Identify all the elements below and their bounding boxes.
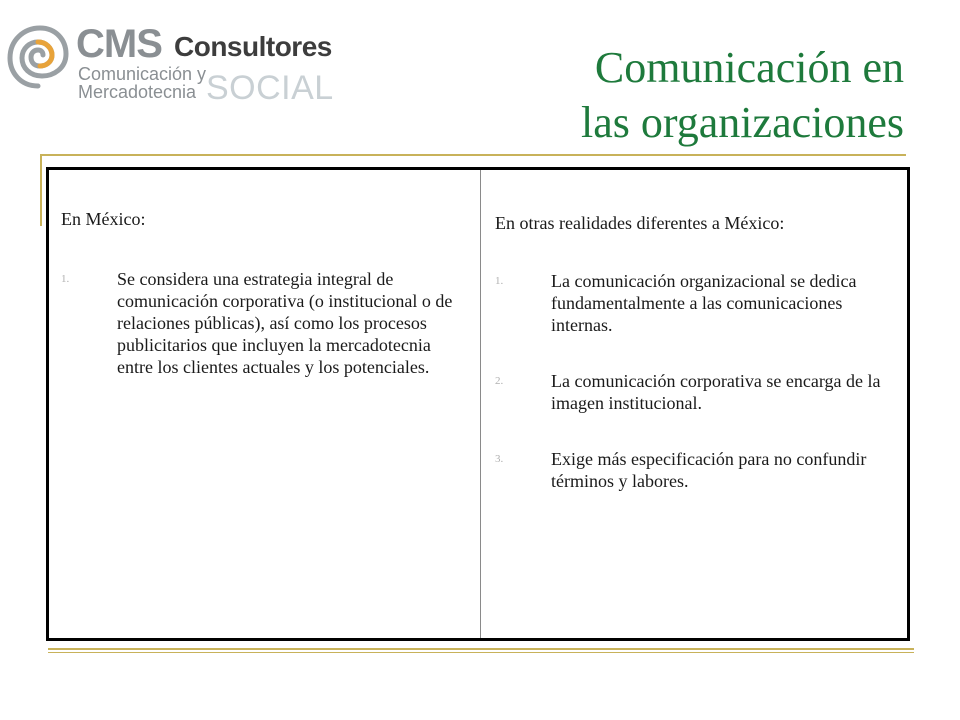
comparison-table — [46, 167, 910, 641]
logo-brand-text: CMS — [76, 22, 162, 66]
decorative-bottom-rule-thin — [48, 652, 914, 653]
mexico-column — [49, 170, 481, 638]
slide-title — [581, 40, 904, 150]
list-item — [495, 448, 895, 492]
spiral-logo-icon — [6, 22, 70, 96]
mexico-list — [61, 268, 461, 378]
logo-brand-suffix: Consultores — [174, 31, 332, 62]
other-realities-column — [481, 170, 907, 638]
list-item — [61, 268, 461, 378]
list-item — [495, 370, 895, 414]
decorative-top-rule — [40, 154, 906, 156]
list-item-text: Se considera una estrategia integral de comunicación corporativa (o institucional o de relaciones públicas), así como los procesos publicitarios que incluyen la mercadotecnia entre los clientes actuales y los potenciales. — [117, 269, 453, 377]
decorative-left-rule — [40, 154, 42, 226]
list-item-number: 1. — [61, 273, 70, 285]
list-item-text: Exige más especificación para no confundir términos y labores. — [551, 449, 867, 491]
list-item-number: 2. — [495, 375, 504, 387]
cms-consultores-logo — [6, 22, 334, 107]
other-realities-list — [495, 270, 895, 526]
decorative-bottom-rule — [48, 648, 914, 650]
logo-tagline-line2: Mercadotecnia — [78, 82, 197, 102]
list-item-text: La comunicación corporativa se encarga de la imagen institucional. — [551, 371, 881, 413]
slide-title-line1: Comunicación en — [594, 43, 904, 92]
other-realities-column-heading: En otras realidades diferentes a México: — [495, 213, 785, 233]
list-item-number: 3. — [495, 453, 504, 465]
slide-title-line2: las organizaciones — [581, 98, 904, 147]
list-item-number: 1. — [495, 275, 504, 287]
logo-social-text: SOCIAL — [206, 69, 334, 107]
list-item-text: La comunicación organizacional se dedica fundamentalmente a las comunicaciones internas. — [551, 271, 857, 335]
list-item — [495, 270, 895, 336]
mexico-column-heading: En México: — [61, 209, 146, 229]
logo-tagline-line1: Comunicación y — [78, 64, 207, 84]
